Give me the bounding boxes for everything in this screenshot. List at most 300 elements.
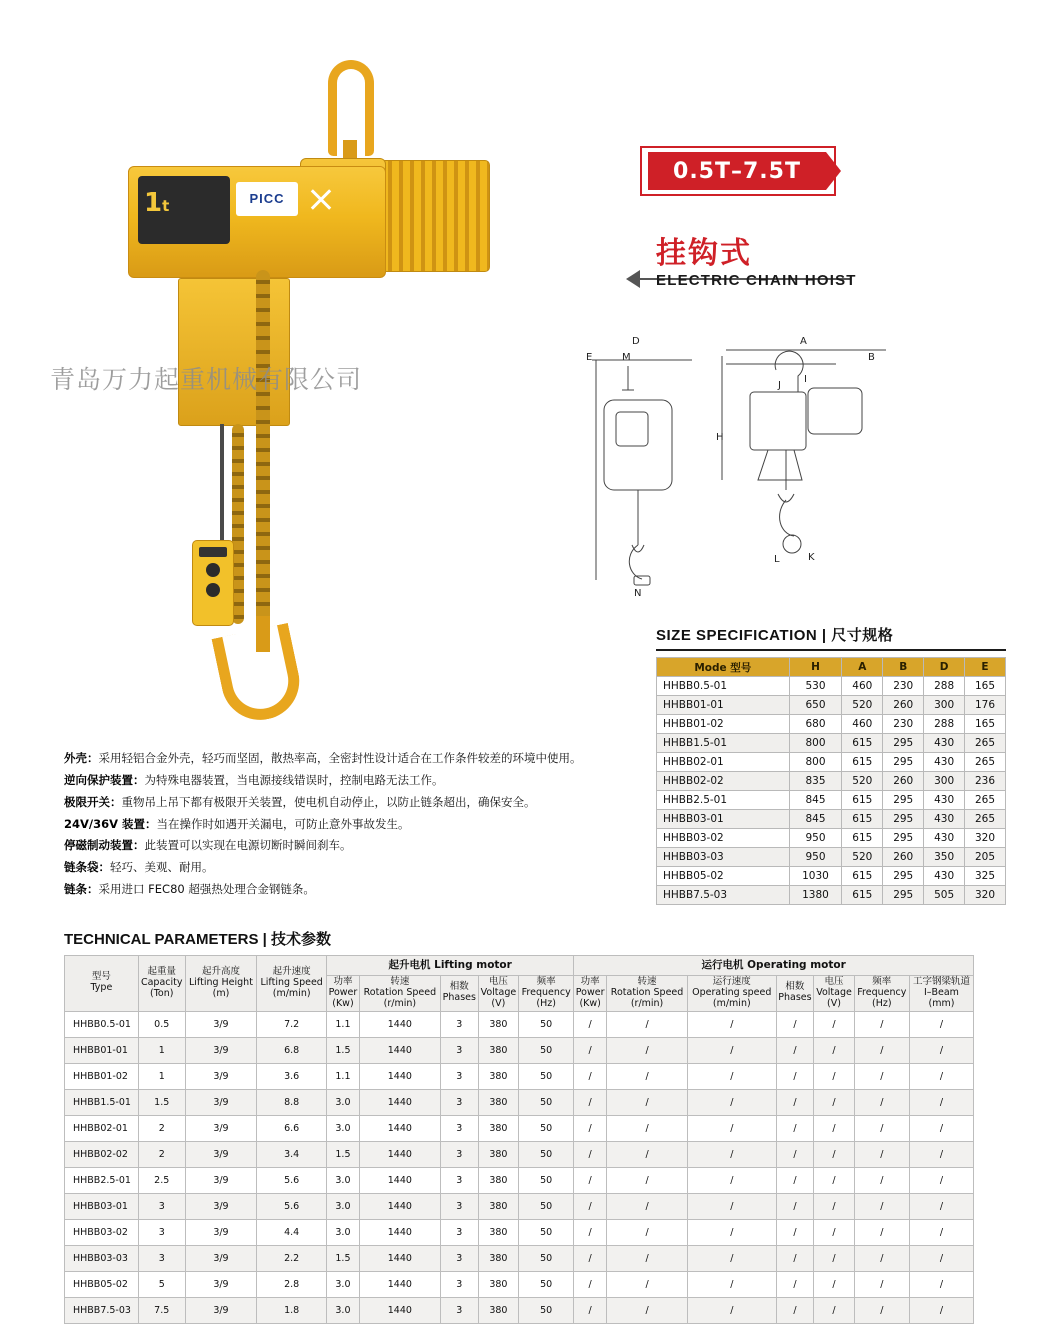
tech-row-value: 4.4: [257, 1219, 327, 1245]
tech-row-value: 1440: [359, 1167, 440, 1193]
size-table-col-4: D: [924, 658, 965, 677]
size-row-value: 430: [924, 734, 965, 753]
tech-row-value: 50: [519, 1167, 574, 1193]
tech-row-value: /: [574, 1271, 607, 1297]
size-row-value: 288: [924, 677, 965, 696]
size-row-value: 300: [924, 772, 965, 791]
size-row-value: 460: [842, 715, 883, 734]
tech-row-value: 3: [440, 1219, 478, 1245]
size-row-value: 300: [924, 696, 965, 715]
chain-bag: [178, 278, 290, 426]
capacity-marking-unit: t: [162, 197, 170, 215]
size-row-model: HHBB02-01: [657, 753, 790, 772]
tech-row-value: 3: [138, 1245, 185, 1271]
load-chain: [256, 270, 270, 640]
tech-row-value: /: [607, 1193, 688, 1219]
tech-row-value: /: [854, 1167, 909, 1193]
tech-col-11: 运行速度 Operating speed (m/min): [688, 976, 776, 1012]
tech-row-value: 1440: [359, 1271, 440, 1297]
tech-row-value: 8.8: [257, 1089, 327, 1115]
size-table-col-3: B: [883, 658, 924, 677]
table-row: [65, 1167, 974, 1193]
tech-row-value: /: [776, 1219, 814, 1245]
feature-item: [64, 857, 624, 879]
tech-row-value: 7.2: [257, 1011, 327, 1037]
tech-row-value: 2.8: [257, 1271, 327, 1297]
table-row: [65, 1245, 974, 1271]
size-table-col-5: E: [965, 658, 1006, 677]
size-row-value: 165: [965, 677, 1006, 696]
size-spec-title: [656, 624, 1006, 651]
capacity-banner: 0.5T–7.5T: [648, 152, 826, 190]
tech-row-value: /: [814, 1167, 854, 1193]
tech-row-value: /: [688, 1141, 776, 1167]
size-row-model: HHBB01-02: [657, 715, 790, 734]
cross-mark-icon: [308, 186, 334, 212]
feature-label: 极限开关：: [64, 794, 122, 809]
tech-row-value: 1440: [359, 1089, 440, 1115]
size-row-value: 295: [883, 867, 924, 886]
table-row: [657, 886, 1006, 905]
tech-params-title: [64, 928, 974, 949]
size-row-value: 295: [883, 734, 924, 753]
tech-row-value: /: [688, 1063, 776, 1089]
size-row-value: 615: [842, 791, 883, 810]
tech-row-value: 0.5: [138, 1011, 185, 1037]
tech-row-value: 50: [519, 1141, 574, 1167]
tech-row-value: 3/9: [185, 1115, 257, 1141]
table-row: [657, 867, 1006, 886]
tech-row-model: HHBB1.5-01: [65, 1089, 139, 1115]
feature-item: [64, 770, 624, 792]
tech-row-value: /: [854, 1141, 909, 1167]
tech-group-lifting-motor: 起升电机 Lifting motor: [327, 956, 574, 976]
tech-row-value: 3/9: [185, 1193, 257, 1219]
tech-row-value: /: [574, 1037, 607, 1063]
tech-row-value: /: [909, 1141, 973, 1167]
arrow-left-icon: [626, 270, 640, 288]
tech-row-value: /: [814, 1089, 854, 1115]
tech-row-value: /: [909, 1245, 973, 1271]
size-row-value: 295: [883, 753, 924, 772]
size-row-value: 845: [789, 791, 842, 810]
tech-row-value: /: [688, 1219, 776, 1245]
size-spec-title-cn: 尺寸规格: [831, 627, 894, 644]
tech-row-value: 1440: [359, 1245, 440, 1271]
technical-parameters-section: [64, 928, 974, 1324]
size-row-value: 320: [965, 829, 1006, 848]
tech-row-value: 6.8: [257, 1037, 327, 1063]
tech-row-value: 50: [519, 1011, 574, 1037]
table-row: [65, 1011, 974, 1037]
table-row: [65, 1297, 974, 1323]
tech-row-value: 1440: [359, 1011, 440, 1037]
tech-row-value: /: [607, 1089, 688, 1115]
tech-row-value: 50: [519, 1219, 574, 1245]
tech-params-title-en: TECHNICAL PARAMETERS: [64, 931, 259, 948]
size-row-value: 288: [924, 715, 965, 734]
tech-row-value: 3/9: [185, 1089, 257, 1115]
size-row-value: 430: [924, 810, 965, 829]
svg-text:D: D: [632, 336, 640, 347]
tech-row-value: 1.5: [327, 1141, 360, 1167]
tech-row-value: /: [909, 1011, 973, 1037]
tech-row-value: 3: [440, 1089, 478, 1115]
tech-row-value: 1.5: [138, 1089, 185, 1115]
feature-text: 为特殊电器装置，当电源接线错误时，控制电路无法工作。: [144, 772, 444, 787]
feature-label: 链条袋：: [64, 860, 110, 875]
size-row-value: 260: [883, 696, 924, 715]
tech-row-value: /: [909, 1219, 973, 1245]
size-table-body: [657, 677, 1006, 905]
tech-row-value: 2: [138, 1115, 185, 1141]
tech-group-header-row: [65, 956, 974, 976]
feature-item: [64, 748, 624, 770]
tech-row-value: 50: [519, 1063, 574, 1089]
product-title-cn: 挂钩式: [656, 236, 752, 271]
tech-group-operating-motor: 运行电机 Operating motor: [574, 956, 974, 976]
tech-col-1: 起重量 Capacity (Ton): [138, 956, 185, 1012]
tech-row-value: 380: [478, 1063, 518, 1089]
tech-row-value: /: [776, 1115, 814, 1141]
tech-row-value: /: [607, 1115, 688, 1141]
size-spec-separator: |: [821, 627, 827, 644]
size-row-model: HHBB1.5-01: [657, 734, 790, 753]
feature-item: [64, 835, 624, 857]
tech-row-value: /: [574, 1115, 607, 1141]
tech-row-value: 50: [519, 1245, 574, 1271]
table-row: [657, 677, 1006, 696]
tech-row-value: /: [814, 1193, 854, 1219]
tech-row-value: /: [574, 1297, 607, 1323]
tech-row-value: 380: [478, 1115, 518, 1141]
tech-row-value: /: [688, 1271, 776, 1297]
svg-text:E: E: [586, 352, 593, 363]
tech-col-10: 转速 Rotation Speed (r/min): [607, 976, 688, 1012]
picc-badge: PICC: [236, 182, 298, 216]
tech-row-value: /: [607, 1219, 688, 1245]
tech-col-3: 起升速度 Lifting Speed (m/min): [257, 956, 327, 1012]
tech-row-value: /: [909, 1115, 973, 1141]
feature-text: 当在操作时如遇开关漏电，可防止意外事故发生。: [156, 816, 410, 831]
tech-row-value: 3: [440, 1063, 478, 1089]
size-row-model: HHBB03-01: [657, 810, 790, 829]
tech-row-value: 1440: [359, 1063, 440, 1089]
size-table-header-row: [657, 658, 1006, 677]
tech-row-value: /: [688, 1089, 776, 1115]
size-row-value: 950: [789, 829, 842, 848]
table-row: [65, 1141, 974, 1167]
size-specification-section: [656, 624, 1006, 905]
size-table-col-2: A: [842, 658, 883, 677]
tech-params-title-cn: 技术参数: [271, 931, 332, 948]
size-row-value: 615: [842, 810, 883, 829]
product-title-en: ELECTRIC CHAIN HOIST: [656, 272, 857, 289]
tech-row-value: 380: [478, 1037, 518, 1063]
size-row-value: 615: [842, 753, 883, 772]
tech-row-value: 1.8: [257, 1297, 327, 1323]
table-row: [65, 1063, 974, 1089]
company-watermark: 青岛万力起重机械有限公司: [50, 365, 363, 394]
tech-row-value: 3.0: [327, 1297, 360, 1323]
tech-row-value: /: [854, 1245, 909, 1271]
svg-text:M: M: [622, 352, 631, 363]
tech-row-value: /: [776, 1011, 814, 1037]
tech-col-2: 起升高度 Lifting Height (m): [185, 956, 257, 1012]
tech-row-value: /: [814, 1245, 854, 1271]
pendant-button-up: [206, 563, 220, 577]
size-row-value: 520: [842, 848, 883, 867]
tech-row-value: /: [776, 1271, 814, 1297]
size-row-model: HHBB03-03: [657, 848, 790, 867]
tech-row-value: 2.5: [138, 1167, 185, 1193]
tech-row-model: HHBB02-02: [65, 1141, 139, 1167]
size-table-col-1: H: [789, 658, 842, 677]
size-row-value: 615: [842, 734, 883, 753]
tech-row-value: 3: [440, 1167, 478, 1193]
tech-col-0: 型号 Type: [65, 956, 139, 1012]
table-row: [657, 734, 1006, 753]
size-row-value: 350: [924, 848, 965, 867]
tech-row-value: /: [607, 1167, 688, 1193]
feature-text: 采用进口 FEC80 超强热处理合金钢链条。: [98, 882, 315, 897]
size-row-value: 295: [883, 791, 924, 810]
tech-row-model: HHBB05-02: [65, 1271, 139, 1297]
pendant-button-down: [206, 583, 220, 597]
tech-row-value: /: [854, 1219, 909, 1245]
motor-housing: [380, 160, 490, 272]
svg-text:N: N: [634, 588, 642, 599]
tech-row-value: /: [574, 1011, 607, 1037]
tech-row-value: 1440: [359, 1193, 440, 1219]
feature-label: 外壳：: [64, 751, 99, 765]
size-row-value: 230: [883, 677, 924, 696]
size-specification-table: [656, 657, 1006, 905]
tech-row-value: 1440: [359, 1297, 440, 1323]
bottom-hook-icon: [211, 623, 306, 727]
tech-col-12: 相数 Phases: [776, 976, 814, 1012]
size-spec-title-en: SIZE SPECIFICATION: [656, 627, 818, 644]
tech-col-15: 工字钢梁轨道 I–Beam (mm): [909, 976, 973, 1012]
size-row-value: 615: [842, 886, 883, 905]
tech-row-value: /: [854, 1089, 909, 1115]
tech-row-value: /: [909, 1167, 973, 1193]
tech-row-value: /: [776, 1193, 814, 1219]
tech-row-model: HHBB2.5-01: [65, 1167, 139, 1193]
tech-row-value: /: [607, 1245, 688, 1271]
tech-col-8: 频率 Frequency (Hz): [519, 976, 574, 1012]
tech-row-value: /: [854, 1297, 909, 1323]
tech-row-value: /: [776, 1089, 814, 1115]
size-row-value: 295: [883, 829, 924, 848]
tech-row-model: HHBB02-01: [65, 1115, 139, 1141]
pendant-brand-plate: [199, 547, 227, 557]
size-row-value: 615: [842, 867, 883, 886]
tech-row-model: HHBB01-02: [65, 1063, 139, 1089]
svg-text:A: A: [800, 336, 807, 347]
tech-col-9: 功率 Power (Kw): [574, 976, 607, 1012]
tech-row-value: 1: [138, 1037, 185, 1063]
tech-row-value: /: [574, 1063, 607, 1089]
tech-row-value: 3: [138, 1219, 185, 1245]
feature-text: 重物吊上吊下都有极限开关装置，使电机自动停止，以防止链条超出，确保安全。: [121, 794, 536, 809]
tech-row-value: 1440: [359, 1037, 440, 1063]
tech-row-value: /: [854, 1011, 909, 1037]
tech-row-value: 1.5: [327, 1245, 360, 1271]
size-row-value: 265: [965, 753, 1006, 772]
table-row: [65, 1115, 974, 1141]
size-row-value: 615: [842, 829, 883, 848]
svg-text:L: L: [774, 554, 780, 565]
table-row: [657, 715, 1006, 734]
table-row: [657, 848, 1006, 867]
table-row: [65, 1219, 974, 1245]
pendant-control: [192, 540, 234, 626]
table-row: [657, 772, 1006, 791]
size-row-value: 430: [924, 867, 965, 886]
tech-row-value: 50: [519, 1037, 574, 1063]
dimension-drawing-front: [582, 330, 702, 600]
size-row-value: 230: [883, 715, 924, 734]
size-row-model: HHBB03-02: [657, 829, 790, 848]
tech-row-value: /: [688, 1297, 776, 1323]
size-table-col-0: Mode 型号: [657, 658, 790, 677]
tech-row-value: 5: [138, 1271, 185, 1297]
tech-row-model: HHBB7.5-03: [65, 1297, 139, 1323]
size-row-value: 520: [842, 696, 883, 715]
tech-row-model: HHBB03-03: [65, 1245, 139, 1271]
tech-row-value: 2: [138, 1141, 185, 1167]
tech-row-value: /: [607, 1011, 688, 1037]
size-row-value: 430: [924, 791, 965, 810]
tech-row-value: 1440: [359, 1219, 440, 1245]
feature-item: [64, 792, 624, 814]
size-row-model: HHBB05-02: [657, 867, 790, 886]
size-row-value: 205: [965, 848, 1006, 867]
tech-row-value: /: [909, 1063, 973, 1089]
tech-row-value: 380: [478, 1271, 518, 1297]
tech-row-value: 50: [519, 1193, 574, 1219]
tech-row-value: /: [854, 1115, 909, 1141]
tech-row-value: 3.0: [327, 1193, 360, 1219]
tech-row-value: /: [574, 1089, 607, 1115]
tech-row-value: 3/9: [185, 1167, 257, 1193]
pendant-cord: [220, 424, 224, 544]
tech-row-value: 3.6: [257, 1063, 327, 1089]
tech-row-value: 3/9: [185, 1141, 257, 1167]
size-row-value: 165: [965, 715, 1006, 734]
tech-row-value: 50: [519, 1115, 574, 1141]
svg-text:I: I: [804, 374, 807, 385]
table-row: [657, 791, 1006, 810]
tech-row-value: 380: [478, 1011, 518, 1037]
tech-row-value: 3.0: [327, 1219, 360, 1245]
tech-row-value: /: [909, 1193, 973, 1219]
tech-row-value: /: [814, 1037, 854, 1063]
tech-row-value: /: [814, 1219, 854, 1245]
tech-row-value: /: [607, 1063, 688, 1089]
tech-row-value: 3: [440, 1141, 478, 1167]
tech-row-value: 50: [519, 1271, 574, 1297]
size-row-value: 260: [883, 848, 924, 867]
tech-row-model: HHBB03-02: [65, 1219, 139, 1245]
tech-row-value: /: [909, 1297, 973, 1323]
size-row-value: 680: [789, 715, 842, 734]
tech-row-value: /: [574, 1141, 607, 1167]
feature-label: 停磁制动装置：: [64, 838, 145, 853]
size-row-value: 800: [789, 753, 842, 772]
tech-row-value: 3: [440, 1245, 478, 1271]
tech-row-value: 3.0: [327, 1089, 360, 1115]
feature-label: 逆向保护装置：: [64, 772, 145, 787]
tech-row-value: 380: [478, 1141, 518, 1167]
tech-row-value: /: [814, 1063, 854, 1089]
tech-row-value: 380: [478, 1219, 518, 1245]
tech-row-value: /: [688, 1011, 776, 1037]
size-row-value: 236: [965, 772, 1006, 791]
tech-row-value: 3.0: [327, 1271, 360, 1297]
tech-table-body: [65, 1011, 974, 1323]
tech-row-value: /: [909, 1271, 973, 1297]
tech-row-value: 3/9: [185, 1271, 257, 1297]
tech-row-value: 5.6: [257, 1167, 327, 1193]
tech-row-value: /: [607, 1297, 688, 1323]
size-row-value: 265: [965, 810, 1006, 829]
tech-row-value: /: [776, 1141, 814, 1167]
feature-item: [64, 814, 624, 836]
tech-row-value: 3/9: [185, 1063, 257, 1089]
tech-row-value: 3/9: [185, 1245, 257, 1271]
table-row: [65, 1037, 974, 1063]
tech-row-value: 380: [478, 1245, 518, 1271]
tech-row-value: 3: [440, 1037, 478, 1063]
size-row-value: 460: [842, 677, 883, 696]
tech-col-13: 电压 Voltage (V): [814, 976, 854, 1012]
size-row-value: 320: [965, 886, 1006, 905]
tech-row-model: HHBB03-01: [65, 1193, 139, 1219]
size-row-value: 265: [965, 791, 1006, 810]
tech-row-value: 3.0: [327, 1115, 360, 1141]
tech-row-value: 3/9: [185, 1297, 257, 1323]
tech-row-model: HHBB01-01: [65, 1037, 139, 1063]
tech-col-14: 频率 Frequency (Hz): [854, 976, 909, 1012]
svg-text:J: J: [778, 380, 781, 391]
tech-row-value: 380: [478, 1297, 518, 1323]
tech-row-value: /: [776, 1063, 814, 1089]
features-list: [64, 748, 624, 901]
size-row-model: HHBB7.5-03: [657, 886, 790, 905]
tech-row-value: 1.1: [327, 1063, 360, 1089]
tech-col-4: 功率 Power (Kw): [327, 976, 360, 1012]
tech-row-value: 6.6: [257, 1115, 327, 1141]
tech-row-value: /: [854, 1037, 909, 1063]
size-row-value: 800: [789, 734, 842, 753]
tech-row-value: 380: [478, 1193, 518, 1219]
svg-text:H: H: [716, 432, 724, 443]
tech-row-value: 3/9: [185, 1037, 257, 1063]
tech-row-value: /: [574, 1193, 607, 1219]
tech-row-value: 7.5: [138, 1297, 185, 1323]
capacity-marking-number: 1: [144, 188, 163, 218]
tech-row-value: 3.4: [257, 1141, 327, 1167]
capacity-marking: [144, 188, 169, 218]
size-row-value: 530: [789, 677, 842, 696]
size-row-value: 505: [924, 886, 965, 905]
tech-row-value: 3: [440, 1297, 478, 1323]
tech-row-value: /: [574, 1245, 607, 1271]
feature-text: 采用轻铝合金外壳，轻巧而坚固，散热率高，全密封性设计适合在工作条件较差的环境中使用。: [98, 751, 582, 765]
tech-row-value: /: [688, 1245, 776, 1271]
